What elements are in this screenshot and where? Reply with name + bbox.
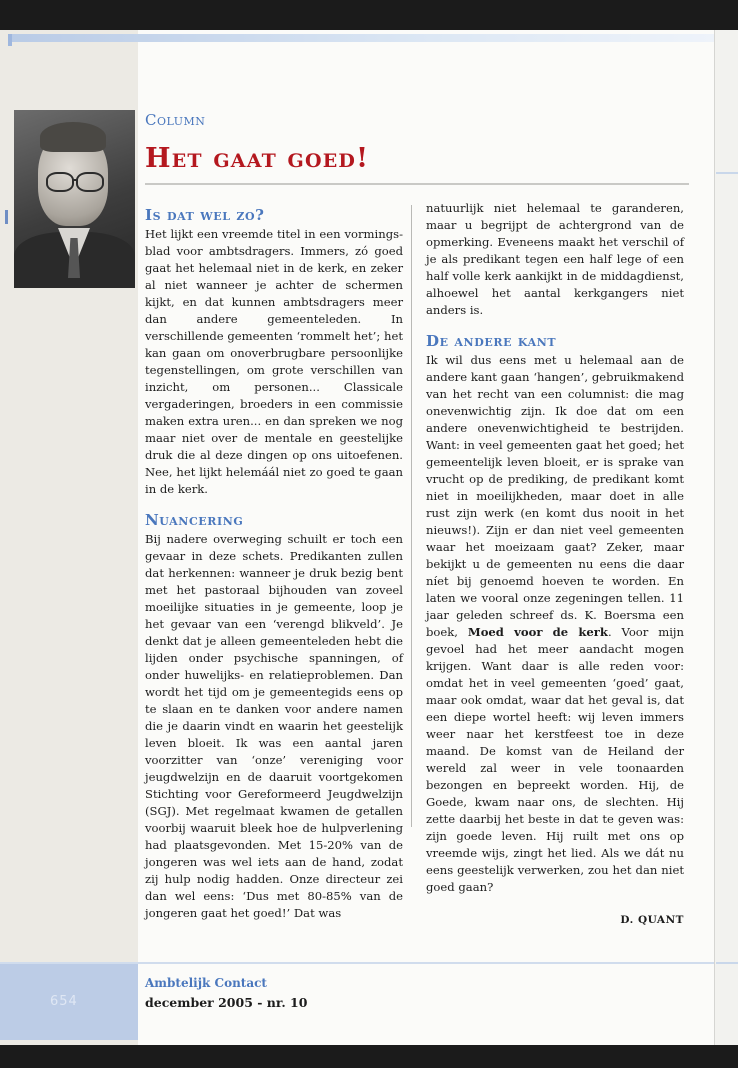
margin-accent-mark [5, 210, 8, 224]
adjacent-page-mark [716, 962, 738, 964]
body-paragraph [426, 352, 684, 896]
publication-name: Ambtelijk Contact [145, 976, 267, 990]
section-heading: Is dat wel zo? [145, 206, 265, 224]
adjacent-page-edge [714, 30, 738, 1045]
section-label: Column [145, 111, 206, 129]
body-text: Ik wil dus eens met u helemaal aan de andere kant gaan ‘hangen’, gebruikmakend van het recht van een columnist: die mag onevenwichtig zijn. Ik doe dat om een andere onevenwichtigheid te bestrijden. Want: in veel gemeenten gaat het goed; het gemeentelijk leven bloeit, er is sprake van vrucht op de prediking, de predikant komt niet in moeilijkheden, maar doet in alle rust zijn werk (en komt dus nooit in het nieuws!). Zijn er dan niet veel gemeenten waar het moeizaam gaat? Zeker, maar bekijkt u de gemeenten nu eens die daar níet bij genoemd hoeven te worden. En laten we vooral onze zegeningen tellen. 11 jaar geleden schreef ds. K. Boersma een boek, [426, 353, 684, 639]
section-heading: De andere kant [426, 332, 557, 350]
body-paragraph: Het lijkt een vreemde titel in een vormingsblad voor ambtsdragers. Immers, zó goed gaat het helemaal niet in de kerk, en zeker al niet wanneer je achter de schermen kijkt, en dat kunnen ambtsdragers meer dan andere gemeenteleden. In verschillende gemeenten ‘rommelt het’; het kan gaan om onoverbrugbare persoonlijke tegenstellingen, om grote verschillen van inzicht, om personen... Classicale vergaderingen, broeders in een commissie maken extra uren... en dan spreken we nog maar niet over de mentale en geestelijke druk die al deze dingen op ons uitoefenen. Nee, het lijkt helemáál niet zo goed te gaan in de kerk. [145, 227, 403, 496]
book-title: Moed voor de kerk [467, 625, 608, 639]
top-bar-cap [8, 34, 12, 46]
adjacent-page-mark [716, 172, 738, 174]
top-decorative-bar [8, 34, 714, 42]
author-signature: D. QUANT [620, 914, 684, 926]
page-number: 654 [50, 994, 78, 1009]
publication-issue: december 2005 - nr. 10 [145, 995, 308, 1010]
column-divider [411, 205, 412, 827]
body-paragraph: natuurlijk niet helemaal te garanderen, maar u begrijpt de achtergrond van de opmerking. Eveneens maakt het verschil of je als predikant tegen een half lege of een half volle kerk aankijkt in de middagdienst, alhoewel het aantal kerkgangers niet anders is. [426, 201, 684, 317]
article-title: Het gaat goed! [145, 143, 370, 174]
author-photo [14, 110, 135, 288]
body-paragraph: Bij nadere overweging schuilt er toch een gevaar in deze schets. Predikanten zullen dat herkennen: wanneer je druk bezig bent met het pastoraal bijhouden van zoveel moeilijke situaties in je gemeente, loop je het gevaar van een ‘verengd blikveld’. Je denkt dat je alleen gemeenteleden hebt die lijden onder psychische spanningen, of onder huwelijks- en relatieproblemen. Dan wordt het tijd om je gemeentegids eens op te slaan en te danken voor andere namen die je daarin vindt en waarin het geestelijk leven bloeit. Ik was een aantal jaren voorzitter van ‘onze’ vereniging voor jeugdwelzijn en de daaruit voortgekomen Stichting voor Gereformeerd Jeugdwelzijn (SGJ). Met regelmaat kwamen de getallen voorbij waaruit bleek hoe de hulpverlening had plaatsgevonden. Met 15-20% van de jongeren was wel iets aan de hand, zodat zij hulp nodig hadden. Onze directeur zei dan wel eens: ‘Dus met 80-85% van de jongeren gaat het goed!’ Dat was [145, 532, 403, 920]
body-text: . Voor mijn gevoel had het meer aandacht mogen krijgen. Want daar is alle reden voor: omdat het in veel gemeenten ‘goed’ gaat, maar ook omdat, waar dat het geval is, dat een diepe wortel heeft: wij leven immers weer naar het kerstfeest toe in deze maand. De komst van de Heiland der wereld zal weer in vele toonaarden bezongen en bepreekt worden. Hij, de Goede, kwam naar ons, de slechten. Hij zette daarbij het beste in dat te geven was: zijn goede leven. Hij ruilt met ons op vreemde wijs, zingt het lied. Als we dát nu eens geestelijk verwerken, zou het dan niet goed gaan? [426, 625, 684, 894]
section-heading: Nuancering [145, 511, 244, 529]
article-column-left [145, 205, 403, 922]
article-column-right [426, 200, 684, 929]
title-divider [145, 183, 689, 185]
